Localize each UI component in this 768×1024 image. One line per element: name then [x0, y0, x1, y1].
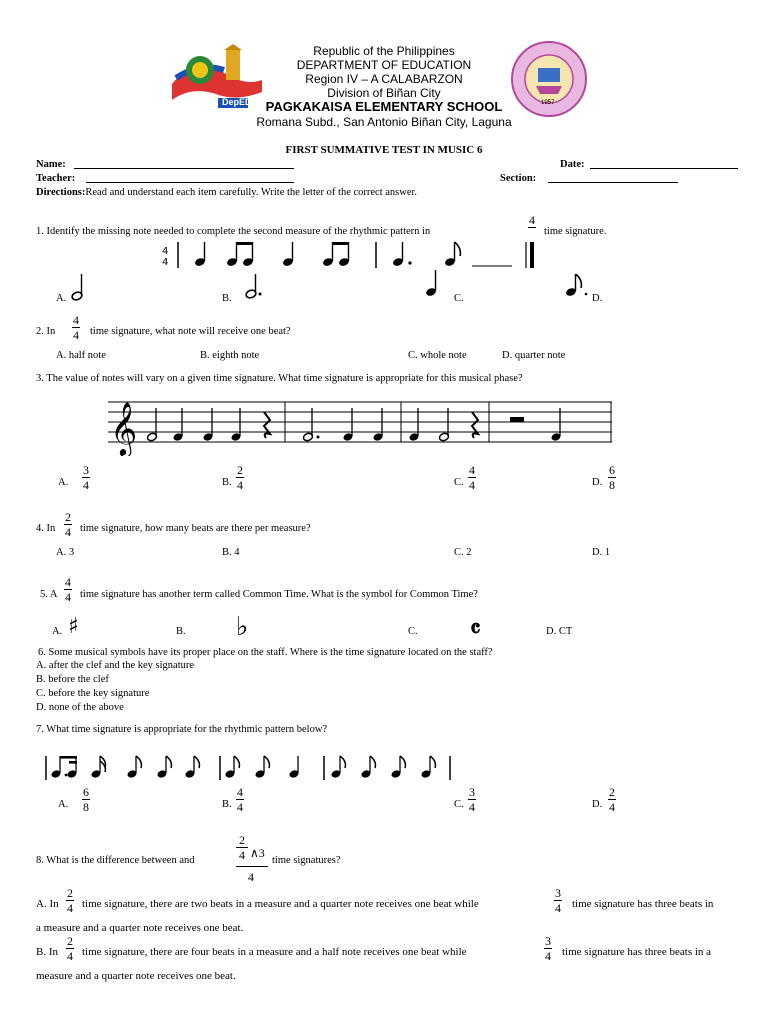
ts-den: 8: [83, 800, 89, 814]
ts-num: 4: [237, 785, 243, 799]
q3-choice-d: D.: [592, 477, 603, 488]
ts-num: 4: [65, 575, 71, 589]
q8-text: 8. What is the difference between and: [36, 855, 195, 866]
q8-frac-den: 4: [248, 870, 254, 884]
header-address: Romana Subd., San Antonio Biñan City, Laguna: [256, 115, 512, 129]
q8-choice-a-ts1: [66, 887, 74, 914]
ts-num: 3: [469, 785, 475, 799]
ts-den: 4: [545, 949, 551, 963]
ts-den: 8: [609, 478, 615, 492]
q5-text: 5. A: [40, 589, 58, 600]
ts-den: 4: [469, 478, 475, 492]
q5-choice-a: A.: [52, 626, 63, 637]
ts-den: 4: [469, 800, 475, 814]
test-title: FIRST SUMMATIVE TEST IN MUSIC 6: [285, 144, 483, 156]
ts-num: 3: [545, 934, 551, 948]
q8-choice-a-ts2: [554, 887, 562, 914]
q8-choice-a-end: time signature has three beats in: [572, 898, 714, 910]
ts-den: 4: [67, 901, 73, 915]
ts-den: 4: [609, 800, 615, 814]
ts-num: 4: [469, 463, 475, 477]
q6-text: 6. Some musical symbols have its proper place on the staff. Where is the time signature located on the staff?: [38, 647, 493, 658]
q8-choice-b-ts1: [66, 935, 74, 962]
q5-choice-c: C.: [408, 626, 418, 637]
ts-den: 4: [237, 800, 243, 814]
school-seal-year: 1957: [541, 100, 555, 106]
q8-choice-b-middle: time signature, there are four beats in a measure and a half note receives one beat while: [82, 946, 467, 958]
q2-text-end: time signature, what note will receive one beat?: [90, 326, 291, 337]
dotted-eighth-note-icon: [564, 272, 590, 300]
q4-choice-b: B. 4: [222, 547, 240, 558]
common-time-icon: 𝄴: [470, 614, 481, 643]
q4-choice-a: A. 3: [56, 547, 75, 558]
directions-text: Read and understand each item carefully. Write the letter of the correct answer.: [85, 187, 418, 198]
q1-choice-a: A.: [56, 293, 67, 304]
ts-num: 2: [67, 886, 73, 900]
flat-icon: ♭: [236, 612, 249, 642]
q7-choice-b-ts: [236, 786, 244, 813]
q5-time-signature: [64, 576, 72, 603]
q7-choice-c-ts: [468, 786, 476, 813]
sharp-icon: ♯: [68, 614, 79, 639]
teacher-label: Teacher:: [36, 173, 76, 184]
q8-choice-b-ts2: [544, 935, 552, 962]
q1-ts-num: 4: [529, 213, 535, 227]
directions: [36, 186, 417, 199]
ts-num: 2: [609, 785, 615, 799]
q3-choice-b: B.: [222, 477, 232, 488]
q1-rhythm-pattern: [160, 238, 550, 272]
ts-num: 3: [555, 886, 561, 900]
section-field[interactable]: [548, 182, 678, 183]
q4-text-end: time signature, how many beats are there per measure?: [80, 523, 311, 534]
q2-time-signature: [72, 314, 80, 341]
q1-choice-c: C.: [454, 293, 464, 304]
ts-num: 2: [65, 510, 71, 524]
header-division: Division of Biñan City: [327, 86, 441, 100]
q8-frac-num: 2: [239, 833, 245, 847]
section-label: Section:: [500, 173, 537, 184]
ts-num: 6: [609, 463, 615, 477]
q6-choice-d: D. none of the above: [36, 702, 124, 713]
svg-text:𝄞: 𝄞: [110, 401, 138, 455]
q3-choice-c-ts: [468, 464, 476, 491]
q5-choice-d: D. CT: [546, 626, 573, 637]
q3-choice-a-ts: [82, 464, 90, 491]
directions-label: Directions:: [36, 187, 86, 198]
q3-choice-b-ts: [236, 464, 244, 491]
ts-den: 4: [65, 590, 71, 604]
q3-music-staff: [108, 390, 612, 456]
q2-choice-c: C. whole note: [408, 350, 467, 361]
svg-text:4: 4: [162, 257, 169, 268]
q2-choice-a: A. half note: [56, 350, 106, 361]
q7-choice-d-ts: [608, 786, 616, 813]
q8-text-end: time signatures?: [272, 855, 341, 866]
q3-choice-c: C.: [454, 477, 464, 488]
q8-choice-a-middle: time signature, there are two beats in a measure and a quarter note receives one beat while: [82, 898, 479, 910]
q1-text-end: time signature.: [544, 226, 607, 237]
ts-num: 6: [83, 785, 89, 799]
header-region: Region IV – A CALABARZON: [305, 72, 463, 86]
q7-choice-a-ts: [82, 786, 90, 813]
q8-fraction-bar: [236, 866, 268, 867]
q7-choice-a: A.: [58, 799, 69, 810]
q4-choice-c: C. 2: [454, 547, 472, 558]
q6-choice-b: B. before the clef: [36, 674, 109, 685]
ts-num: 2: [67, 934, 73, 948]
date-field[interactable]: [590, 168, 738, 169]
q5-text-end: time signature has another term called Common Time. What is the symbol for Common Time?: [80, 589, 478, 600]
q1-choice-d: D.: [592, 293, 603, 304]
q2-choice-b: B. eighth note: [200, 350, 260, 361]
q6-choice-a: A. after the clef and the key signature: [36, 660, 195, 671]
q5-choice-b: B.: [176, 626, 186, 637]
q1-time-signature: [528, 214, 536, 229]
name-field[interactable]: [74, 168, 294, 169]
ts-den: 4: [237, 478, 243, 492]
ts-den: 4: [83, 478, 89, 492]
q7-choice-c: C.: [454, 799, 464, 810]
q3-choice-a: A.: [58, 477, 69, 488]
q6-choice-c: C. before the key signature: [36, 688, 150, 699]
ts-num: 3: [83, 463, 89, 477]
q7-choice-b: B.: [222, 799, 232, 810]
q4-time-signature: [64, 511, 72, 538]
q7-rhythm-pattern: [40, 750, 460, 784]
ts-den: 4: [67, 949, 73, 963]
q2-text: 2. In: [36, 326, 56, 337]
ts-den: 4: [555, 901, 561, 915]
q2-ts-den: 4: [73, 328, 79, 342]
q8-caret: ∧3: [250, 846, 265, 860]
ts-num: 2: [237, 463, 243, 477]
q3-choice-d-ts: [608, 464, 616, 491]
q1-choice-b: B.: [222, 293, 232, 304]
q8-stacked-fraction: [236, 834, 248, 861]
q8-choice-b-line2: measure and a quarter note receives one beat.: [36, 970, 236, 982]
q8-choice-a-line2: a measure and a quarter note receives one beat.: [36, 922, 244, 934]
name-label: Name:: [36, 159, 66, 170]
q3-text: 3. The value of notes will vary on a given time signature. What time signature is appropriate for this musical phase?: [36, 373, 523, 384]
q2-choice-d: D. quarter note: [502, 350, 566, 361]
q8-frac-mid: 4: [239, 848, 245, 862]
q8-choice-b-start: B. In: [36, 946, 58, 958]
header-department: DEPARTMENT OF EDUCATION: [296, 58, 472, 72]
q7-choice-d: D.: [592, 799, 603, 810]
q4-choice-d: D. 1: [592, 547, 611, 558]
q8-choice-b-end: time signature has three beats in a: [562, 946, 712, 958]
q2-ts-num: 4: [73, 313, 79, 327]
header-republic: Republic of the Philippines: [313, 44, 455, 58]
header-school-name: PAGKAKAISA ELEMENTARY SCHOOL: [265, 99, 503, 114]
quarter-note-icon: [424, 268, 440, 298]
q8-choice-a-start: A. In: [36, 898, 59, 910]
ts-den: 4: [65, 525, 71, 539]
q4-text: 4. In: [36, 523, 56, 534]
deped-logo-text: DepED: [222, 97, 252, 107]
svg-text:4: 4: [162, 246, 169, 257]
q7-text: 7. What time signature is appropriate for the rhythmic pattern below?: [36, 724, 328, 735]
dotted-half-note-icon: [244, 272, 264, 302]
half-note-icon: [70, 272, 86, 302]
date-label: Date:: [560, 159, 585, 170]
teacher-field[interactable]: [86, 182, 294, 183]
q1-text: 1. Identify the missing note needed to complete the second measure of the rhythmic pattern in: [36, 226, 431, 237]
